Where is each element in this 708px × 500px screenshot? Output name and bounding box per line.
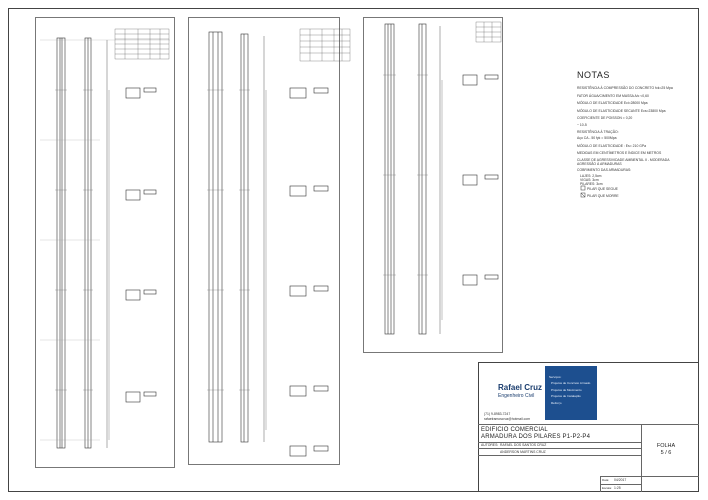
services-title: Serviços: bbox=[549, 375, 562, 379]
service-item: Projetos de Movimento bbox=[551, 388, 582, 392]
notes-title: NOTAS bbox=[577, 70, 610, 80]
note-item: ~ 10-5 bbox=[577, 123, 587, 127]
note-item: LAJES: 2,5cm bbox=[580, 174, 602, 178]
sheet-number: 5 / 6 bbox=[660, 450, 672, 456]
note-item: PILARES: 3cm bbox=[580, 182, 603, 186]
note-item: MEDIDAS EM CENTÍMETROS E ÍNDICE EM METROS bbox=[577, 151, 662, 155]
note-item: RESISTÊNCIA À TRAÇÃO: bbox=[577, 130, 619, 134]
project-title: EDIFICIO COMERCIAL bbox=[481, 427, 548, 433]
date-label: Data: bbox=[602, 478, 610, 482]
note-item: VIGAS: 3cm bbox=[580, 178, 599, 182]
note-item: MÓDULO DE ELASTICIDADE SECANTE Ecs=23800 Mpa bbox=[577, 109, 666, 113]
note-item: COEFICIENTE DE POISSON = 0,20 bbox=[577, 116, 633, 120]
note-item: MÓDULO DE ELASTICIDADE Eci=28000 Mpa bbox=[577, 101, 648, 105]
service-item: Projetos de Instalação bbox=[551, 394, 581, 398]
email-address: rafaelramoscruz@hotmail.com bbox=[484, 417, 531, 421]
engineer-name: Rafael Cruz bbox=[498, 383, 543, 392]
note-item: FATOR ÁGUA/CIMENTO EM MASSA A/c <0,60 bbox=[577, 94, 649, 98]
service-item: Reforço bbox=[551, 401, 562, 405]
author-name: RAFAEL DOS SANTOS CRUZ bbox=[500, 443, 547, 447]
note-item: Aço CA - 50 fyk = 500Mpa bbox=[577, 136, 617, 140]
engineer-role: Engenheiro Civil bbox=[498, 393, 535, 399]
scale-label: Escala: bbox=[602, 486, 612, 490]
note-item: COBRIMENTO DAS ARMADURAS: bbox=[577, 168, 632, 172]
note-item: AGRESSÃO À ARMADURAS bbox=[577, 162, 622, 166]
date-value: 04/2017 bbox=[614, 478, 627, 482]
author-name: ANDERSON MARTINS CRUZ bbox=[500, 450, 546, 454]
authors-label: AUTORES: bbox=[481, 443, 499, 447]
phone-number: (71) 9-8983-7247 bbox=[484, 412, 511, 416]
legend-pilar-morre: PILAR QUE MORRE bbox=[587, 194, 619, 198]
scale-value: 1:25 bbox=[614, 486, 621, 490]
legend-pilar-segue: PILAR QUE SEGUE bbox=[587, 187, 618, 191]
note-item: CLASSE DE AGRESSIVIDADE AMBIENTAL II - MODERADA bbox=[577, 158, 670, 162]
sheet-label: FOLHA bbox=[656, 443, 676, 449]
note-item: MÓDULO DE ELASTICIDADE : Es= 210 GPa bbox=[577, 144, 647, 148]
project-subtitle: ARMADURA DOS PILARES P1-P2-P4 bbox=[481, 434, 591, 440]
service-item: Projetos de Concreto Armado bbox=[551, 381, 591, 385]
note-item: RESISTÊNCIA À COMPRESSÃO DO CONCRETO fck=25 Mpa bbox=[577, 86, 673, 90]
